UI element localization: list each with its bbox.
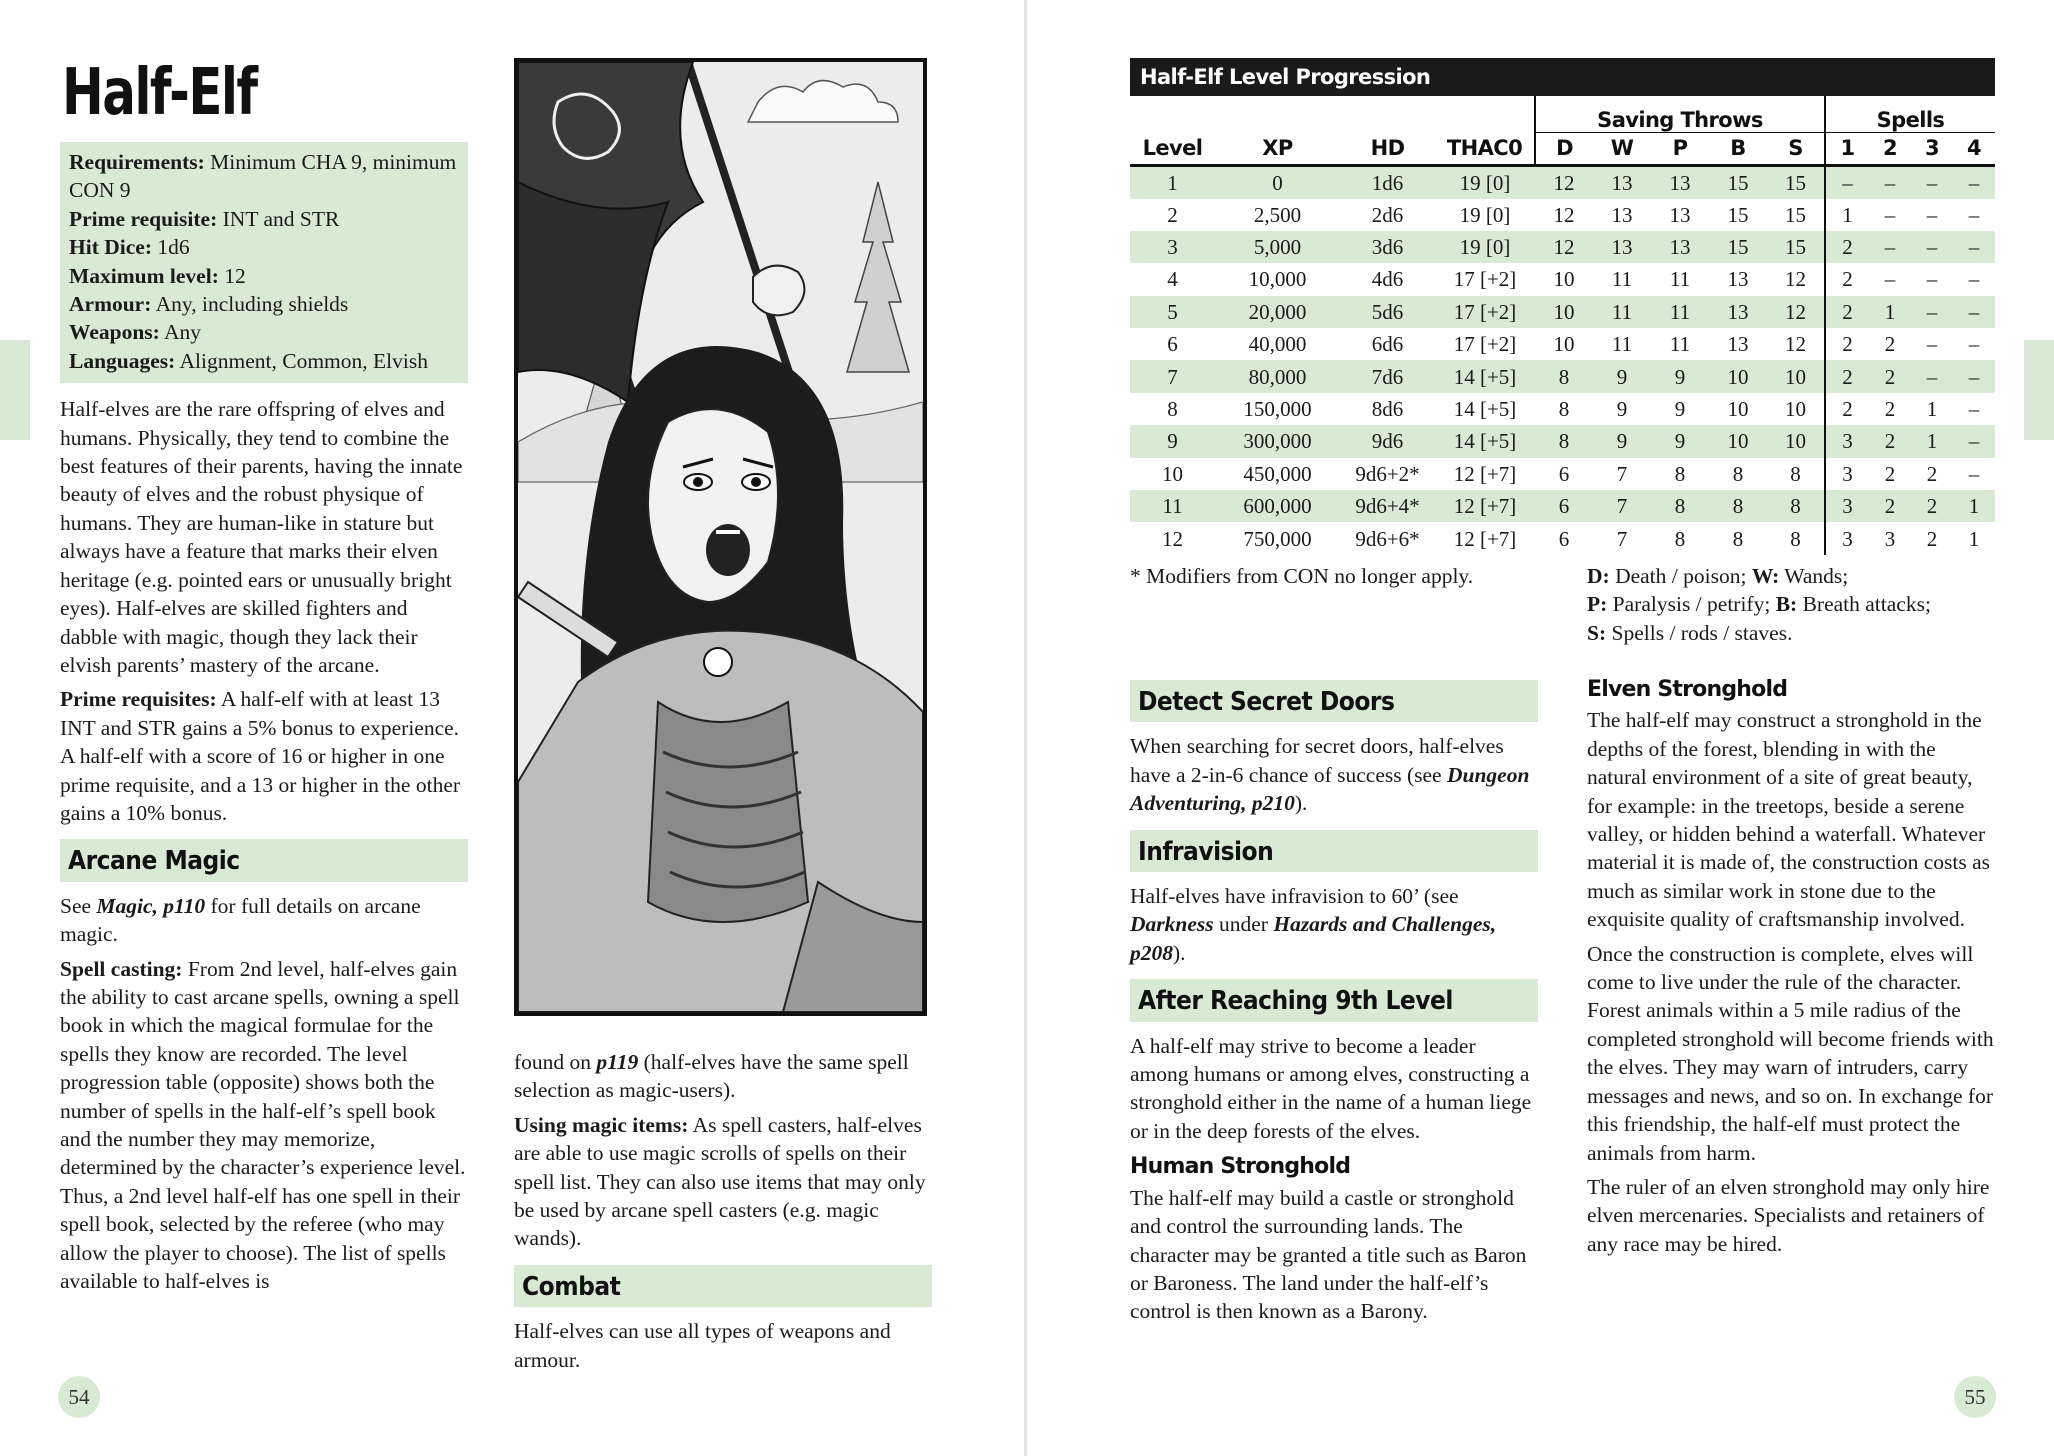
table-cell: 10: [1162, 461, 1183, 486]
table-cell: –: [1926, 332, 1938, 357]
column-header: S: [1767, 132, 1825, 165]
table-cell: –: [1968, 397, 1980, 422]
table-cell: 19 [0]: [1459, 202, 1511, 227]
detect-secret-doors-heading: Detect Secret Doors: [1130, 680, 1538, 722]
table-cell: 17 [+2]: [1453, 332, 1517, 357]
table-cell: 13: [1727, 332, 1749, 357]
table-cell: 1: [1825, 199, 1869, 231]
table-cell: 2: [1884, 461, 1896, 486]
table-cell: 2: [1884, 397, 1896, 422]
column-header: 1: [1825, 132, 1869, 165]
table-row: [1130, 165, 1995, 199]
table-cell: 17 [+2]: [1453, 267, 1517, 292]
half-elf-illustration: [514, 58, 927, 1016]
thumb-tab-right: [2024, 340, 2054, 440]
table-cell: 13: [1651, 231, 1709, 263]
table-cell: 2d6: [1371, 202, 1404, 227]
intro-paragraph: Half-elves are the rare offspring of elves and humans. Physically, they tend to combine the best features of their parents, having the innate beauty of elves and the robust physique of humans. They are human-like in stature but always have a feature that marks their elven heritage (e.g. pointed ears or unusually bright eyes). Half-elves are skilled fighters and dabble with magic, though they lack their elvish parents’ mastery of the arcane.: [60, 397, 463, 677]
table-row: [1130, 199, 1995, 231]
table-cell: 150,000: [1243, 397, 1312, 422]
table-cell: 8: [1732, 461, 1744, 486]
left-page: [0, 0, 1024, 1456]
requirement-line: Armour: Any, including shields: [69, 292, 349, 317]
table-cell: 10: [1553, 332, 1575, 357]
table-cell: 4: [1167, 267, 1178, 292]
table-row: [1130, 328, 1995, 360]
table-cell: 3: [1825, 490, 1869, 522]
after-9th-level-paragraph: A half-elf may strive to become a leader among humans or among elves, constructing a stronghold either in the name of a human liege or in the deep forests of the elves.: [1130, 1033, 1532, 1143]
left-column-1: [60, 58, 468, 1295]
table-cell: 11: [1130, 490, 1215, 522]
table-cell: 2: [1911, 490, 1953, 522]
table-cell: 11: [1611, 332, 1633, 357]
table-cell: 8: [1558, 397, 1570, 422]
requirement-line: Maximum level: 12: [69, 263, 246, 288]
table-cell: 12: [1553, 202, 1575, 227]
table-cell: 10: [1553, 267, 1575, 292]
table-cell: 20,000: [1215, 296, 1340, 328]
table-row: [1130, 522, 1995, 554]
saving-throw-legend: [1587, 562, 1997, 647]
table-cell: 11: [1669, 332, 1691, 357]
table-cell: 5: [1130, 296, 1215, 328]
table-cell: 11: [1651, 296, 1709, 328]
table-cell: 8: [1790, 526, 1801, 551]
table-cell: 9: [1651, 425, 1709, 457]
requirement-line: Languages: Alignment, Common, Elvish: [69, 348, 428, 373]
table-cell: –: [1953, 231, 1995, 263]
table-row: [1130, 263, 1995, 295]
level-progression-table: [1130, 96, 1995, 555]
table-cell: 2: [1825, 328, 1869, 360]
table-row: [1130, 458, 1995, 490]
page-number-right: 55: [1954, 1376, 1996, 1418]
page-number-left: 54: [58, 1376, 100, 1418]
legend-line: D: Death / poison; W: Wands;: [1587, 564, 1849, 588]
table-cell: 9: [1593, 425, 1651, 457]
arcane-see-paragraph: See Magic, p110 for full details on arcane magic.: [60, 893, 421, 947]
requirement-line: Prime requisite: INT and STR: [69, 206, 340, 231]
table-cell: 2: [1869, 490, 1911, 522]
table-cell: 10: [1767, 425, 1825, 457]
arcane-magic-heading: Arcane Magic: [60, 839, 468, 881]
table-cell: –: [1884, 202, 1896, 227]
table-cell: 12: [1535, 165, 1593, 199]
table-title: Half-Elf Level Progression: [1130, 58, 1995, 96]
table-cell: 10: [1535, 296, 1593, 328]
table-cell: 8: [1790, 461, 1801, 486]
table-cell: 7: [1616, 526, 1628, 551]
column-header: 4: [1953, 132, 1995, 165]
table-cell: 15: [1767, 231, 1825, 263]
table-cell: 1: [1968, 526, 1980, 551]
legend-line: P: Paralysis / petrify; B: Breath attacks;: [1587, 592, 1931, 617]
table-cell: 2: [1926, 526, 1938, 551]
table-cell: 15: [1727, 202, 1749, 227]
infravision-heading: Infravision: [1130, 830, 1538, 872]
table-cell: 8: [1674, 526, 1686, 551]
table-cell: 12 [+7]: [1435, 490, 1535, 522]
table-cell: 12: [1767, 296, 1825, 328]
requirement-line: Hit Dice: 1d6: [69, 235, 190, 260]
combat-heading: Combat: [514, 1265, 932, 1307]
table-cell: 1: [1953, 490, 1995, 522]
table-cell: 2: [1869, 360, 1911, 392]
warrior-with-banner-drawing: [518, 62, 923, 1012]
table-cell: –: [1953, 165, 1995, 199]
table-cell: –: [1926, 267, 1938, 292]
table-cell: –: [1926, 202, 1938, 227]
table-cell: 3d6: [1340, 231, 1435, 263]
table-cell: 8d6: [1371, 397, 1404, 422]
table-cell: 10: [1785, 397, 1806, 422]
table-cell: 40,000: [1248, 332, 1307, 357]
table-cell: 13: [1727, 267, 1749, 292]
infravision-paragraph: Half-elves have infravision to 60’ (see Darkness under Hazards and Challenges, p208).: [1130, 884, 1497, 965]
thumb-tab-left: [0, 340, 30, 440]
table-footnote: * Modifiers from CON no longer apply.: [1130, 564, 1474, 588]
table-cell: 12: [1535, 231, 1593, 263]
table-cell: 13: [1669, 202, 1691, 227]
elven-stronghold-heading: Elven Stronghold: [1587, 677, 1788, 702]
table-cell: –: [1911, 231, 1953, 263]
table-cell: 13: [1651, 165, 1709, 199]
table-cell: 1: [1130, 165, 1215, 199]
table-cell: 2: [1167, 202, 1178, 227]
table-cell: –: [1953, 425, 1995, 457]
column-header: THAC0: [1435, 132, 1535, 165]
table-cell: 12 [+7]: [1453, 461, 1517, 486]
table-cell: 13: [1593, 165, 1651, 199]
table-cell: 7: [1616, 461, 1628, 486]
table-cell: 2: [1825, 296, 1869, 328]
table-cell: 80,000: [1215, 360, 1340, 392]
table-cell: 10: [1709, 360, 1767, 392]
table-cell: 2: [1825, 231, 1869, 263]
elven-stronghold-paragraph-3: The ruler of an elven stronghold may only hire elven mercenaries. Specialists and retainers of any race may be hired.: [1587, 1174, 1990, 1256]
requirement-line: Requirements: Minimum CHA 9, minimum CON 9: [69, 150, 457, 203]
table-cell: 13: [1709, 296, 1767, 328]
table-cell: 3: [1825, 522, 1869, 554]
combat-paragraph: Half-elves can use all types of weapons and armour.: [514, 1319, 891, 1372]
column-header: D: [1535, 132, 1593, 165]
left-column-2: [514, 1048, 932, 1380]
table-cell: 9: [1651, 360, 1709, 392]
table-cell: 4d6: [1371, 267, 1404, 292]
table-cell: 2,500: [1253, 202, 1302, 227]
column-header: P: [1651, 132, 1709, 165]
table-cell: –: [1968, 332, 1980, 357]
table-cell: 6: [1167, 332, 1178, 357]
table-cell: 8: [1732, 526, 1744, 551]
saving-throws-group-header: Saving Throws: [1535, 96, 1825, 132]
table-cell: 8: [1535, 360, 1593, 392]
after-9th-level-heading: After Reaching 9th Level: [1130, 979, 1538, 1021]
table-cell: 3: [1825, 458, 1869, 490]
table-cell: 2: [1869, 425, 1911, 457]
column-header: Level: [1130, 132, 1215, 165]
table-cell: 300,000: [1215, 425, 1340, 457]
table-cell: 13: [1611, 202, 1633, 227]
right-column-1: [1130, 668, 1538, 1332]
table-row: [1130, 490, 1995, 522]
table-cell: 13: [1593, 231, 1651, 263]
table-cell: 600,000: [1215, 490, 1340, 522]
table-cell: 2: [1825, 393, 1869, 425]
table-cell: 7: [1593, 490, 1651, 522]
table-cell: 3: [1130, 231, 1215, 263]
column-header: HD: [1340, 132, 1435, 165]
table-cell: 9: [1130, 425, 1215, 457]
table-cell: 2: [1926, 461, 1938, 486]
table-cell: –: [1968, 267, 1980, 292]
spell-casting-paragraph: Spell casting: From 2nd level, half-elves gain the ability to cast arcane spells, owning a spell book in which the magical formulae for the spells they know are recorded. The level progression table (opposite) shows both the number of spells in the half-elf’s spell book and the number they may memorize, determined by the character’s experience level. Thus, a 2nd level half-elf has one spell in their spell book, selected by the referee (who may allow the player to choose). The list of spells available to half-elves is: [60, 956, 466, 1294]
page-title: Half-Elf: [62, 56, 257, 130]
table-cell: 9: [1593, 360, 1651, 392]
table-cell: 19 [0]: [1435, 231, 1535, 263]
table-cell: 19 [0]: [1435, 165, 1535, 199]
table-cell: –: [1911, 360, 1953, 392]
human-stronghold-paragraph: The half-elf may build a castle or stronghold and control the surrounding lands. The character may be granted a title such as Baron or Baroness. The land under the half-elf’s control is then known as a Barony.: [1130, 1185, 1527, 1324]
table-row: [1130, 393, 1995, 425]
table-cell: 9: [1674, 397, 1686, 422]
table-row: [1130, 231, 1995, 263]
table-cell: 9: [1616, 397, 1628, 422]
table-cell: 9d6: [1340, 425, 1435, 457]
table-cell: –: [1911, 165, 1953, 199]
table-cell: 14 [+5]: [1435, 425, 1535, 457]
human-stronghold-heading: Human Stronghold: [1130, 1154, 1351, 1180]
elven-stronghold-paragraph-2: Once the construction is complete, elves will come to live under the rule of the character. Forest animals within a 5 mile radius of the completed stronghold will become friends with the elves. They may warn of intruders, carry messages and news, and so on. In exchange for this friendship, the half-elf must protect the animals from harm.: [1587, 941, 1994, 1165]
requirement-line: Weapons: Any: [69, 320, 202, 345]
table-cell: 3: [1825, 425, 1869, 457]
legend-line: S: Spells / rods / staves.: [1587, 620, 1793, 645]
magic-items-paragraph: Using magic items: As spell casters, half-elves are able to use magic scrolls of spells on their spell list. They can also use items that may only be used by arcane spell casters (e.g. magic wands).: [514, 1112, 926, 1251]
table-cell: 750,000: [1243, 526, 1312, 551]
table-cell: –: [1869, 165, 1911, 199]
table-cell: 1d6: [1340, 165, 1435, 199]
table-cell: 7d6: [1340, 360, 1435, 392]
table-cell: 10,000: [1248, 267, 1307, 292]
table-cell: –: [1968, 202, 1980, 227]
table-cell: 8: [1674, 461, 1686, 486]
table-cell: 15: [1709, 231, 1767, 263]
table-cell: 1: [1926, 397, 1938, 422]
table-cell: 8: [1767, 490, 1825, 522]
table-cell: –: [1953, 296, 1995, 328]
table-cell: 0: [1215, 165, 1340, 199]
table-cell: 12: [1162, 526, 1183, 551]
table-cell: 6: [1535, 490, 1593, 522]
table-cell: 9d6+4*: [1340, 490, 1435, 522]
table-cell: 9d6+6*: [1355, 526, 1420, 551]
detect-paragraph: When searching for secret doors, half-elves have a 2-in-6 chance of success (see Dungeon Adventuring, p210).: [1130, 734, 1530, 816]
table-cell: 10: [1709, 425, 1767, 457]
table-cell: 12 [+7]: [1453, 526, 1517, 551]
table-cell: –: [1968, 461, 1980, 486]
table-cell: 450,000: [1243, 461, 1312, 486]
table-cell: 10: [1727, 397, 1749, 422]
table-cell: 11: [1593, 296, 1651, 328]
table-cell: 6: [1558, 526, 1570, 551]
table-cell: 6: [1558, 461, 1570, 486]
right-column-2: [1587, 676, 1997, 1264]
table-cell: 5d6: [1340, 296, 1435, 328]
table-cell: 1: [1869, 296, 1911, 328]
elven-stronghold-paragraph-1: The half-elf may construct a stronghold in the depths of the forest, blending in with the natural environment of a site of great beauty, for example: in the treetops, beside a serene valley, or hidden behind a waterfall. Whatever material it is made of, the construction costs as much as similar work in stone due to the exquisite quality of craftsmanship involved.: [1587, 708, 1991, 932]
table-cell: 17 [+2]: [1435, 296, 1535, 328]
table-cell: 14 [+5]: [1435, 360, 1535, 392]
table-cell: 7: [1130, 360, 1215, 392]
table-cell: 9d6+2*: [1355, 461, 1420, 486]
table-cell: –: [1953, 360, 1995, 392]
table-cell: –: [1869, 231, 1911, 263]
column-header: B: [1709, 132, 1767, 165]
table-cell: 8: [1709, 490, 1767, 522]
table-cell: 15: [1767, 165, 1825, 199]
column-header: 3: [1911, 132, 1953, 165]
table-cell: 15: [1785, 202, 1806, 227]
column-header: 2: [1869, 132, 1911, 165]
table-cell: 8: [1167, 397, 1178, 422]
table-cell: 3: [1884, 526, 1896, 551]
table-cell: 11: [1669, 267, 1691, 292]
table-cell: –: [1825, 165, 1869, 199]
spells-group-header: Spells: [1825, 96, 1995, 132]
table-cell: –: [1884, 267, 1896, 292]
table-row: [1130, 425, 1995, 457]
table-cell: 12: [1785, 267, 1806, 292]
column-header: W: [1593, 132, 1651, 165]
table-row: [1130, 360, 1995, 392]
prime-requisites-paragraph: Prime requisites: A half-elf with at least 13 INT and STR gains a 5% bonus to experience. A half-elf with a score of 16 or higher in one prime requisite, and a 13 or higher in the other gains a 10% bonus.: [60, 687, 461, 825]
table-row: [1130, 296, 1995, 328]
requirements-box: [60, 142, 468, 383]
table-cell: 11: [1611, 267, 1633, 292]
table-cell: 2: [1825, 263, 1869, 295]
table-cell: 2: [1825, 360, 1869, 392]
table-cell: 6d6: [1371, 332, 1404, 357]
table-cell: –: [1911, 296, 1953, 328]
table-cell: 15: [1709, 165, 1767, 199]
table-cell: 14 [+5]: [1453, 397, 1517, 422]
table-cell: 2: [1884, 332, 1896, 357]
table-cell: 12: [1785, 332, 1806, 357]
column-header: XP: [1215, 132, 1340, 165]
table-cell: 8: [1535, 425, 1593, 457]
table-cell: 10: [1767, 360, 1825, 392]
spell-list-paragraph: found on p119 (half-elves have the same spell selection as magic-users).: [514, 1050, 909, 1103]
table-cell: 1: [1911, 425, 1953, 457]
table-cell: 8: [1651, 490, 1709, 522]
table-cell: 5,000: [1215, 231, 1340, 263]
